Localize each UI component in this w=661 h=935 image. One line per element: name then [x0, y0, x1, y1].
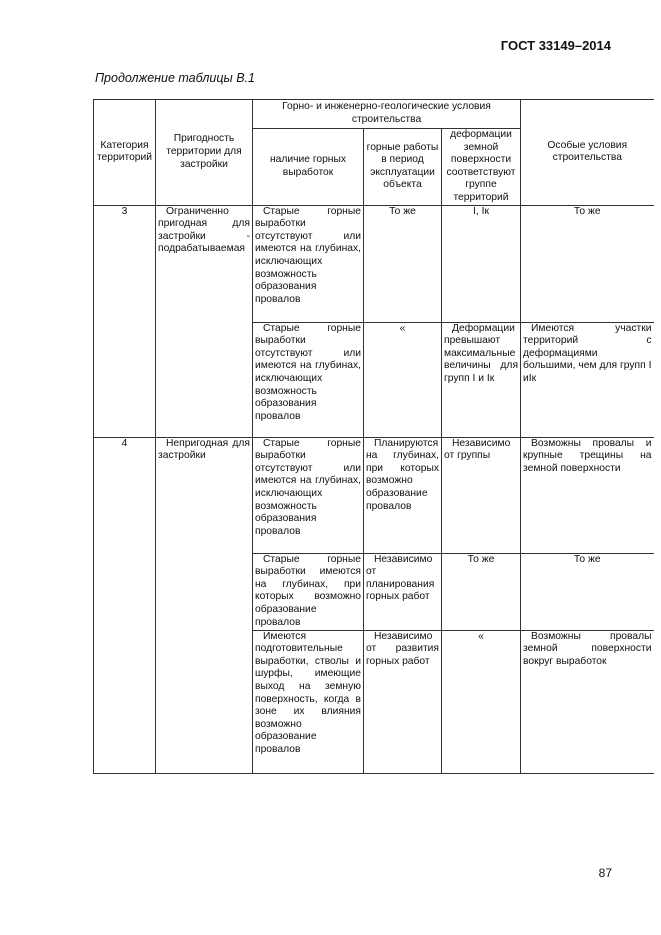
document-code: ГОСТ 33149–2014: [500, 38, 611, 53]
mining-cell: Независимо от планирования горных работ: [364, 553, 442, 630]
deformation-cell: То же: [442, 553, 521, 630]
mining-cell: «: [364, 322, 442, 437]
deformation-cell: Деформации превышают максимальные величины для групп I и Iк: [442, 322, 521, 437]
page-number: 87: [598, 866, 612, 880]
workings-cell: Старые горные выработки имеются на глубинах, при которых возможно образование провалов: [253, 553, 364, 630]
header-mining-period: горные работы в период эксплуатации объекта: [364, 129, 442, 206]
workings-cell: Старые горные выработки отсутствуют или имеются на глубинах, исключающих возможность образования провалов: [253, 205, 364, 322]
workings-cell: Имеются подготовительные выработки, стволы и шурфы, имеющие выход на земную поверхность, когда в зоне их влияния возможно образование провалов: [253, 630, 364, 773]
requirements-table: [93, 99, 652, 772]
workings-cell: Старые горные выработки отсутствуют или имеются на глубинах, исключающих возможность образования провалов: [253, 322, 364, 437]
mining-cell: То же: [364, 205, 442, 322]
header-mine-workings: наличие горных выработок: [253, 129, 364, 206]
workings-cell: Старые горные выработки отсутствуют или имеются на глубинах, исключающих возможность образования провалов: [253, 437, 364, 553]
deformation-cell: I, Iк: [442, 205, 521, 322]
header-suitability: Пригодность территории для застройки: [156, 100, 253, 206]
table-row: [94, 437, 654, 553]
special-cell: Имеются участки территорий с деформациями большими, чем для групп I иIк: [521, 322, 654, 437]
special-cell: Возможны провалы и крупные трещины на земной поверхности: [521, 437, 654, 553]
suitability-cell: Непригодная для застройки: [156, 437, 253, 773]
table-row: [94, 205, 654, 322]
table-caption: Продолжение таблицы В.1: [95, 71, 255, 85]
special-cell: Возможны провалы земной поверхности вокруг выработок: [521, 630, 654, 773]
deformation-cell: Независимо от группы: [442, 437, 521, 553]
suitability-cell: Ограниченно пригодная для застройки - подрабатываемая: [156, 205, 253, 437]
header-special-conditions: Особые условия строительства: [521, 100, 654, 206]
mining-cell: Независимо от развития горных работ: [364, 630, 442, 773]
deformation-cell: «: [442, 630, 521, 773]
category-cell: 4: [94, 437, 156, 773]
header-deformations: деформации земной поверхности соответствуют группе территорий: [442, 129, 521, 206]
mining-cell: Планируются на глубинах, при которых возможно образование провалов: [364, 437, 442, 553]
header-category: Категория территорий: [94, 100, 156, 206]
special-cell: То же: [521, 205, 654, 322]
special-cell: То же: [521, 553, 654, 630]
header-geological-conditions: Горно- и инженерно-геологические условия строительства: [253, 100, 521, 129]
category-cell: 3: [94, 205, 156, 437]
